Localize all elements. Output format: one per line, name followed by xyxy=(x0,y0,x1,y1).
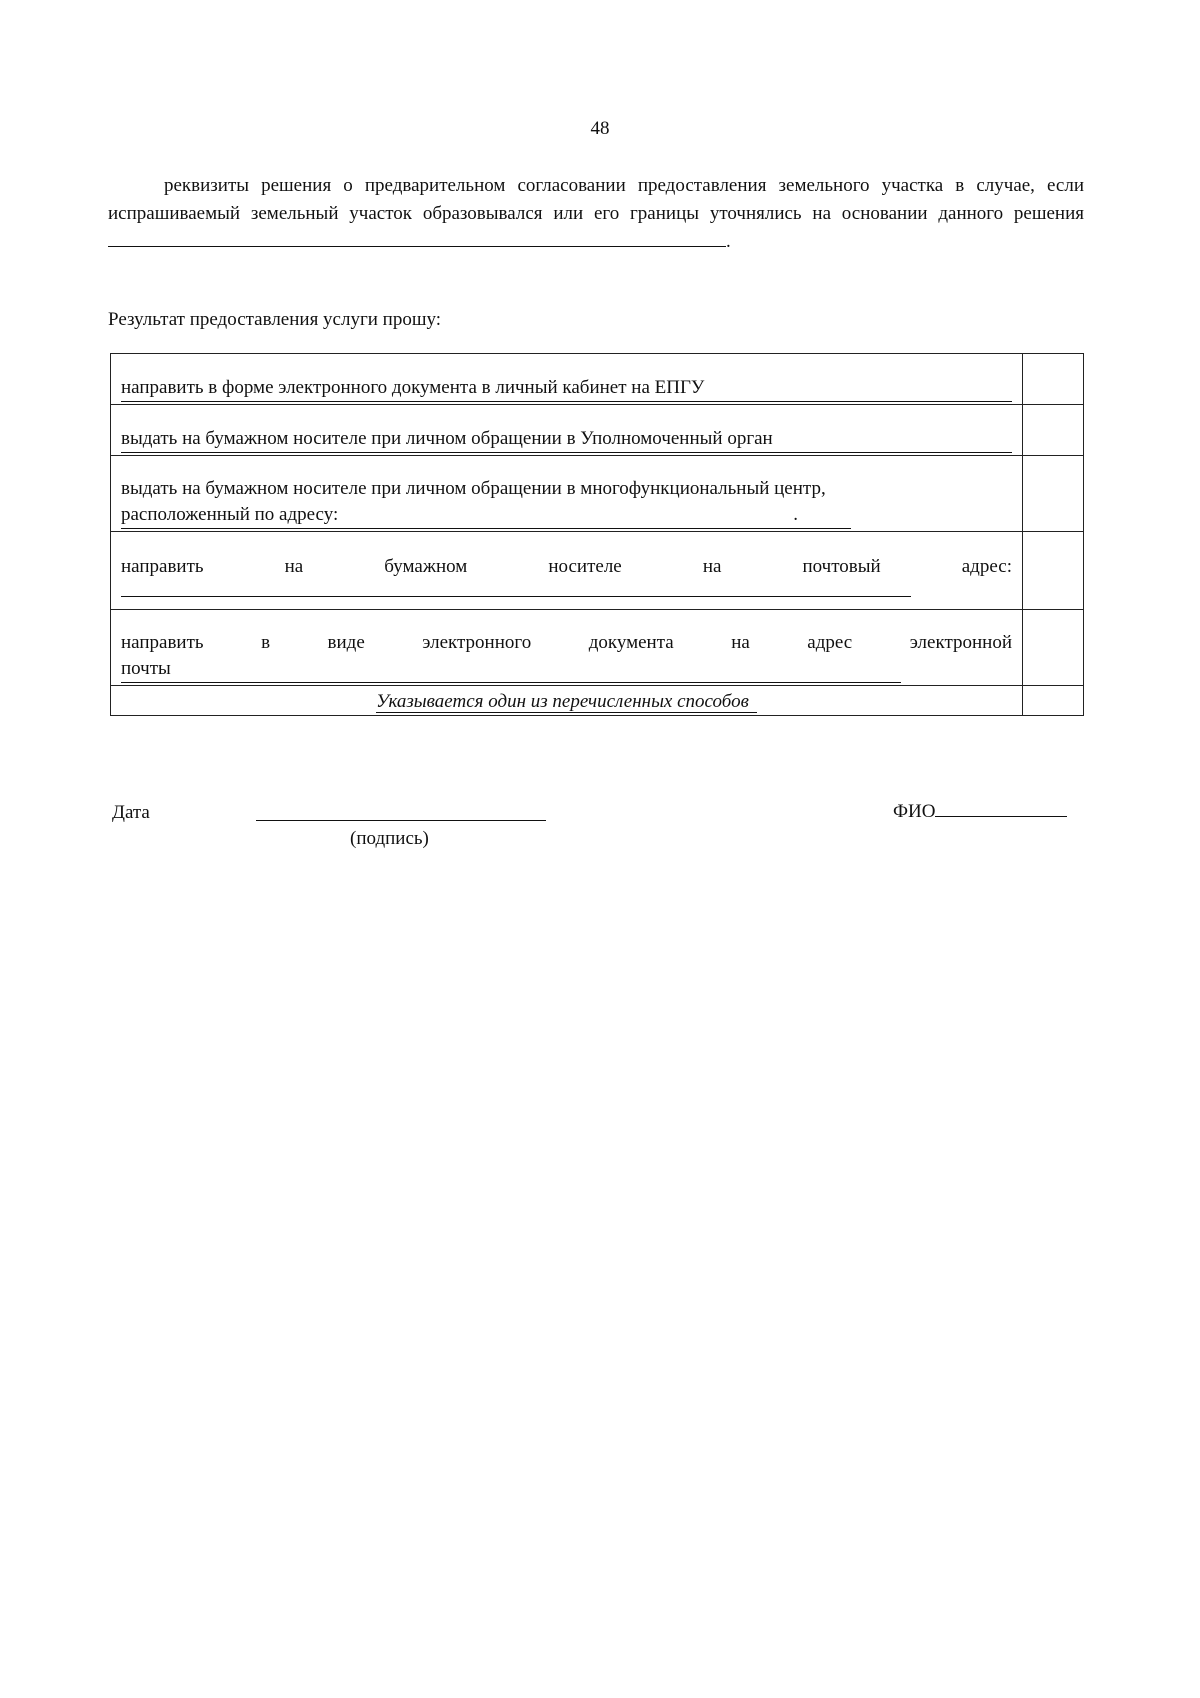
option-checkbox-post[interactable] xyxy=(1023,532,1084,610)
option-text-email xyxy=(121,630,1012,656)
email-word: адрес xyxy=(807,632,853,653)
email-word: направить xyxy=(121,632,204,653)
option-cell xyxy=(111,456,1023,532)
option-cell xyxy=(111,354,1023,405)
hint-cell xyxy=(111,686,1023,716)
option-cell xyxy=(111,532,1023,610)
intro-end-mark: . xyxy=(726,231,731,252)
signature-line[interactable] xyxy=(256,820,546,821)
option-row-authority xyxy=(111,405,1084,456)
hint-row xyxy=(111,686,1084,716)
option-text-mfc-line1: выдать на бумажном носителе при личном обращении в многофункциональный центр, xyxy=(121,478,826,499)
hint-text: Указывается один из перечисленных способов xyxy=(376,691,757,713)
intro-text: реквизиты решения о предварительном согласовании предоставления земельного участка в случае, если испрашиваемый земельный участок образовывался или его границы уточнялись на основании данного решения xyxy=(108,175,1084,224)
fio-label: ФИО xyxy=(893,801,936,822)
page-number: 48 xyxy=(590,118,610,139)
email-word: на xyxy=(731,632,750,653)
fio-field xyxy=(893,798,1067,823)
email-word: электронной xyxy=(909,632,1012,653)
option-text-mfc-line2 xyxy=(121,502,851,529)
post-word: адрес: xyxy=(961,556,1012,577)
post-word: направить xyxy=(121,556,204,577)
option-cell xyxy=(111,405,1023,456)
option-text-epgu: направить в форме электронного документа в личный кабинет на ЕПГУ xyxy=(121,375,1012,402)
post-address-fill[interactable] xyxy=(121,590,911,597)
option-cell xyxy=(111,610,1023,686)
signature-caption: (подпись) xyxy=(350,828,429,849)
option-checkbox-authority[interactable] xyxy=(1023,405,1084,456)
option-row-post xyxy=(111,532,1084,610)
option-row-email xyxy=(111,610,1084,686)
post-word: носителе xyxy=(548,556,622,577)
email-word: виде xyxy=(327,632,365,653)
option-text-post xyxy=(121,554,1012,580)
post-word: почтовый xyxy=(802,556,881,577)
post-word: на xyxy=(702,556,722,577)
option-row-epgu xyxy=(111,354,1084,405)
mfc-address-label: расположенный по адресу: xyxy=(121,504,339,525)
option-checkbox-epgu[interactable] xyxy=(1023,354,1084,405)
intro-fill-line xyxy=(108,228,726,247)
email-word: электронного xyxy=(422,632,532,653)
email-word: документа xyxy=(588,632,674,653)
option-text-authority: выдать на бумажном носителе при личном обращении в Уполномоченный орган xyxy=(121,426,1012,453)
delivery-options-table xyxy=(110,353,1084,716)
fio-fill-line[interactable] xyxy=(935,798,1067,817)
date-label: Дата xyxy=(112,802,150,823)
mfc-end-mark: . xyxy=(793,504,799,525)
post-word: на xyxy=(284,556,304,577)
option-checkbox-mfc[interactable] xyxy=(1023,456,1084,532)
option-row-mfc xyxy=(111,456,1084,532)
result-title: Результат предоставления услуги прошу: xyxy=(108,309,442,330)
email-label: почты xyxy=(121,658,171,679)
hint-empty-cell xyxy=(1023,686,1084,716)
option-checkbox-email[interactable] xyxy=(1023,610,1084,686)
intro-paragraph xyxy=(108,172,1084,256)
email-word: в xyxy=(261,632,271,653)
post-word: бумажном xyxy=(384,556,468,577)
option-text-email-line2 xyxy=(121,656,901,683)
